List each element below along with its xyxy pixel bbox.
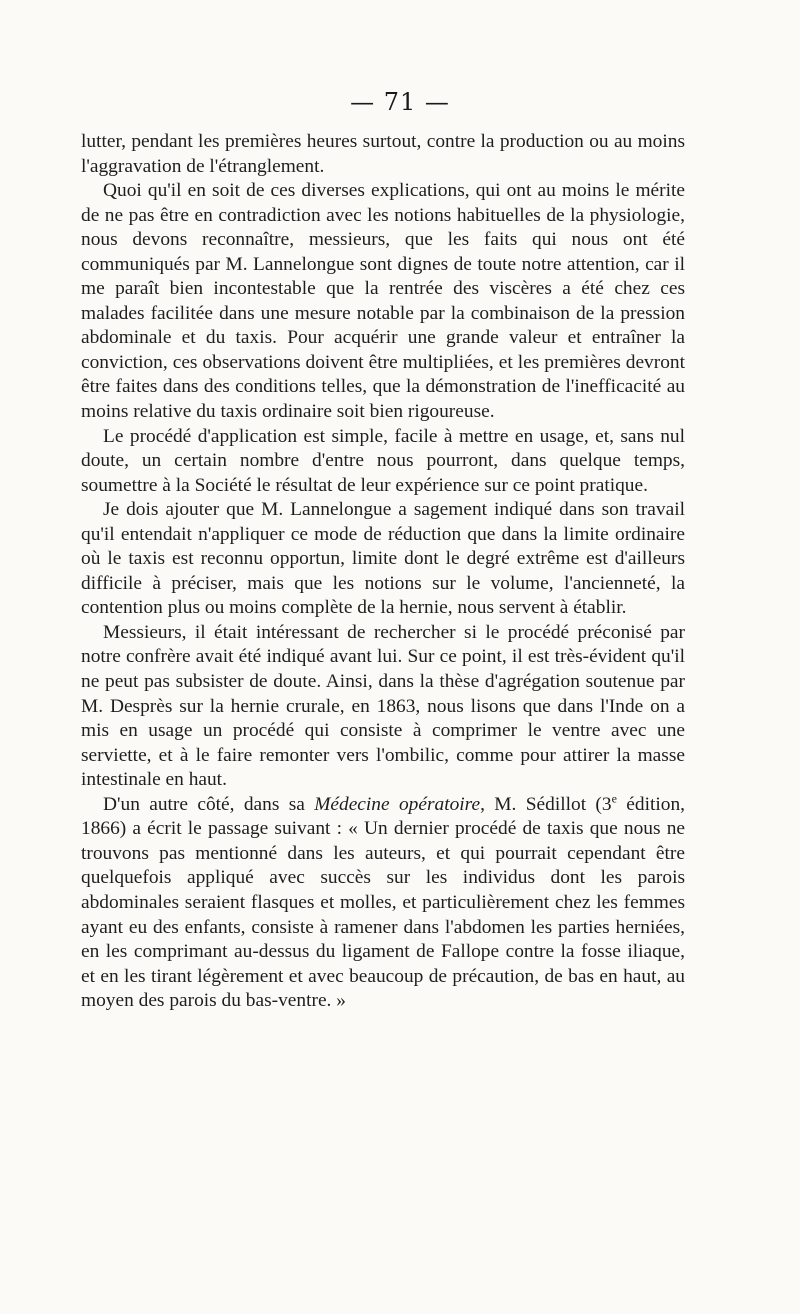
paragraph-6 <box>81 793 685 1014</box>
paragraph-6-middle: , M. Sédillot (3 <box>480 793 612 815</box>
paragraph-1: lutter, pendant les premières heures surtout, contre la production ou au moins l'aggravation de l'étranglement. <box>81 131 685 177</box>
paragraph-3: Le procédé d'application est simple, facile à mettre en usage, et, sans nul doute, un certain nombre d'entre nous pourront, dans quelque temps, soumettre à la Société le résultat de leur expérience sur ce point pratique. <box>81 425 685 496</box>
paragraph-2: Quoi qu'il en soit de ces diverses explications, qui ont au moins le mérite de ne pas être en contradiction avec les notions habituelles de la physiologie, nous devons reconnaître, messieurs, que les faits qui nous ont été communiqués par M. Lannelongue sont dignes de toute notre attention, car il me paraît bien incontestable que la rentrée des viscères a été chez ces malades facilitée dans une mesure notable par la combinaison de la pression abdominale et du taxis. Pour acquérir une grande valeur et entraîner la conviction, ces observations doivent être multipliées, et les premières devront être faites dans des conditions telles, que la démonstration de l'inefficacité au moins relative du taxis ordinaire soit bien rigoureuse. <box>81 180 685 423</box>
book-title-italic: Médecine opératoire <box>314 793 481 815</box>
paragraph-5: Messieurs, il était intéressant de rechercher si le procédé préconisé par notre confrère avait été indiqué avant lui. Sur ce point, il est très-évident qu'il ne peut pas subsister de doute. Ainsi, dans la thèse d'agrégation soutenue par M. Desprès sur la hernie crurale, en 1863, nous lisons que dans l'Inde on a mis en usage un procédé qui consiste à comprimer le ventre avec une serviette, et à le faire remonter vers l'ombilic, comme pour attirer la masse intestinale en haut. <box>81 621 685 791</box>
page-number: — 71 — <box>350 88 450 116</box>
paragraph-4: Je dois ajouter que M. Lannelongue a sagement indiqué dans son travail qu'il entendait n'appliquer ce mode de réduction que dans la limite ordinaire où le taxis est reconnu opportun, limite dont le degré extrême est d'ailleurs difficile à préciser, mais que les notions sur le volume, l'ancienneté, la contention plus ou moins complète de la hernie, nous servent à établir. <box>81 499 685 619</box>
body-text <box>81 130 685 1014</box>
paragraph-6-start: D'un autre côté, dans sa <box>103 793 305 815</box>
paragraph-6-end: édition, 1866) a écrit le passage suivant : « Un dernier procédé de taxis que nous ne trouvons pas mentionné dans les auteurs, et qui pourrait cependant être quelquefois appliqué avec succès sur les individus dont les parois abdominales seraient flasques et molles, et particulièrement chez les femmes ayant eu des enfants, consiste à ramener dans l'abdomen les parties herniées, en les comprimant au-dessus du ligament de Fallope contre la fosse iliaque, et en les tirant légèrement et avec beaucoup de précaution, de bas en haut, au moyen des parois du bas-ventre. » <box>81 793 685 1012</box>
edition-superscript: e <box>611 791 617 806</box>
